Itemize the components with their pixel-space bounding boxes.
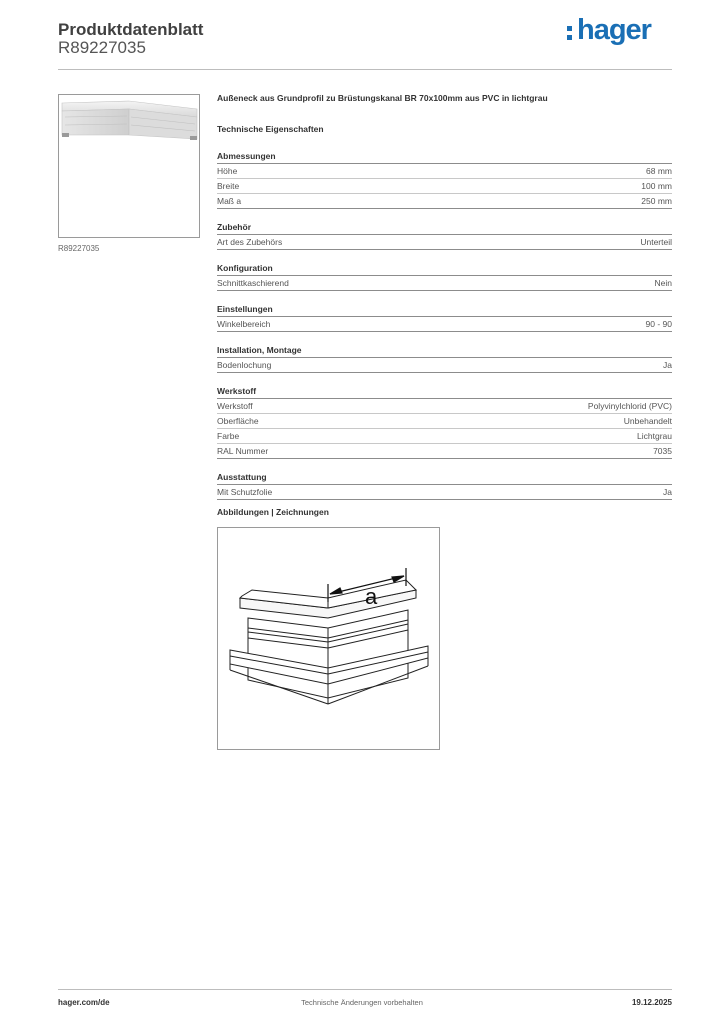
spec-key: Bodenlochung	[217, 360, 272, 370]
spec-row	[217, 276, 672, 291]
header-divider	[58, 69, 672, 70]
spec-row	[217, 317, 672, 332]
group-title-konfiguration: Konfiguration	[217, 262, 672, 276]
product-number: R89227035	[58, 38, 146, 57]
spec-key: Mit Schutzfolie	[217, 487, 273, 497]
spec-row	[217, 235, 672, 250]
spec-row	[217, 399, 672, 414]
logo-dots-icon	[567, 26, 572, 44]
spec-key: Winkelbereich	[217, 319, 271, 329]
spec-value: 68 mm	[646, 166, 672, 176]
spec-value: Polyvinylchlorid (PVC)	[587, 401, 672, 411]
spec-key: Farbe	[217, 431, 240, 441]
spec-key: Werkstoff	[217, 401, 253, 411]
logo-text: hager	[577, 14, 651, 46]
spec-value: 100 mm	[641, 181, 672, 191]
spec-row	[217, 164, 672, 179]
spec-value: Unbehandelt	[623, 416, 672, 426]
technical-drawing	[217, 527, 440, 750]
corner-piece-thumbnail-icon	[59, 95, 199, 237]
spec-key: Art des Zubehörs	[217, 237, 283, 247]
product-description: Außeneck aus Grundprofil zu Brüstungskanal BR 70x100mm aus PVC in lichtgrau	[217, 93, 548, 103]
footer-website[interactable]: hager.com/de	[58, 998, 110, 1007]
spec-value: 7035	[653, 446, 672, 456]
spec-value: Lichtgrau	[637, 431, 672, 441]
spec-value: Ja	[663, 487, 672, 497]
spec-row	[217, 444, 672, 459]
thumbnail-caption: R89227035	[58, 244, 100, 253]
spec-key: Maß a	[217, 196, 242, 206]
footer-notice: Technische Änderungen vorbehalten	[301, 998, 423, 1007]
spec-row	[217, 358, 672, 373]
spec-key: RAL Nummer	[217, 446, 269, 456]
group-title-installation: Installation, Montage	[217, 344, 672, 358]
footer-date: 19.12.2025	[631, 998, 672, 1007]
spec-row	[217, 414, 672, 429]
spec-key: Breite	[217, 181, 240, 191]
product-thumbnail	[58, 94, 200, 238]
spec-row	[217, 429, 672, 444]
spec-value: Ja	[663, 360, 672, 370]
spec-key: Höhe	[217, 166, 238, 176]
product-details	[217, 92, 672, 500]
page-title: Produktdatenblatt	[58, 20, 204, 39]
figures-heading: Abbildungen | Zeichnungen	[217, 507, 329, 517]
footer-divider	[58, 989, 672, 990]
spec-value: 90 - 90	[645, 319, 672, 329]
group-title-abmessungen: Abmessungen	[217, 150, 672, 164]
spec-row	[217, 194, 672, 209]
spec-value: Nein	[654, 278, 672, 288]
spec-key: Schnittkaschierend	[217, 278, 289, 288]
section-heading: Technische Eigenschaften	[217, 124, 324, 134]
group-title-ausstattung: Ausstattung	[217, 471, 672, 485]
dimension-label: a	[365, 584, 378, 609]
spec-value: Unterteil	[640, 237, 672, 247]
group-title-einstellungen: Einstellungen	[217, 303, 672, 317]
spec-row	[217, 179, 672, 194]
spec-value: 250 mm	[641, 196, 672, 206]
spec-row	[217, 485, 672, 500]
group-title-zubehoer: Zubehör	[217, 221, 672, 235]
group-title-werkstoff: Werkstoff	[217, 385, 672, 399]
spec-key: Oberfläche	[217, 416, 259, 426]
hager-logo	[567, 14, 659, 48]
corner-piece-drawing-icon	[218, 528, 439, 749]
